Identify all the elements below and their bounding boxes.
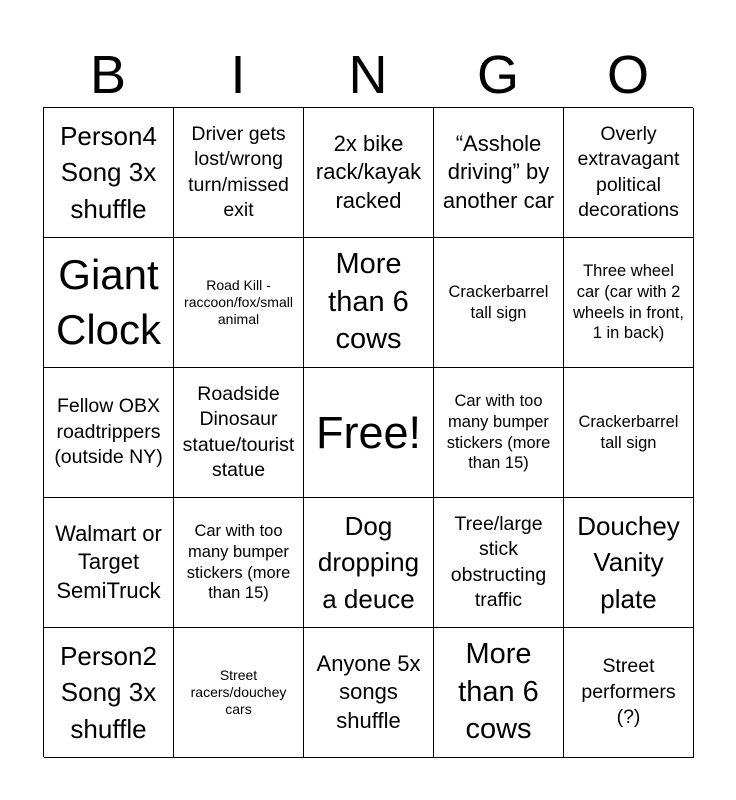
cell-label: Road Kill - raccoon/fox/small animal (184, 277, 293, 327)
cell-label: Fellow OBX roadtrippers (outside NY) (54, 395, 163, 469)
cell-label: 2x bike rack/kayak racked (315, 130, 422, 213)
bingo-cell-r3-c5[interactable] (564, 368, 694, 498)
bingo-cell-r4-c5[interactable] (564, 498, 694, 628)
cell-label: Crackerbarrel tall sign (448, 282, 549, 322)
cell-label: Walmart or Target SemiTruck (55, 520, 162, 603)
cell-label: Overly extravagant political decorations (577, 122, 680, 221)
cell-label: Person4 Song 3x shuffle (60, 120, 157, 224)
bingo-cell-r1-c5[interactable] (564, 108, 694, 238)
cell-label: Car with too many bumper stickers (more than 15) (186, 522, 291, 603)
cell-label: Anyone 5x songs shuffle (316, 650, 421, 733)
cell-label: Person2 Song 3x shuffle (60, 640, 157, 744)
cell-label: “Asshole driving” by another car (442, 130, 555, 213)
bingo-cell-free[interactable] (304, 368, 434, 498)
bingo-cell-r2-c4[interactable] (434, 238, 564, 368)
bingo-cell-r1-c3[interactable] (304, 108, 434, 238)
bingo-cell-r5-c1[interactable] (44, 628, 174, 758)
bingo-cell-r2-c5[interactable] (564, 238, 694, 368)
cell-label: Street performers (?) (581, 655, 676, 729)
header-letter-b: B (89, 45, 127, 105)
cell-label: Giant Clock (55, 250, 162, 353)
cell-label: Dog dropping a deuce (317, 510, 420, 614)
bingo-cell-r1-c2[interactable] (174, 108, 304, 238)
cell-label: Street racers/douchey cars (190, 667, 287, 717)
bingo-cell-r4-c4[interactable] (434, 498, 564, 628)
header-letter-n: N (348, 45, 388, 105)
bingo-cell-r4-c2[interactable] (174, 498, 304, 628)
cell-label: More than 6 cows (458, 637, 539, 746)
bingo-cell-r5-c2[interactable] (174, 628, 304, 758)
cell-label: More than 6 cows (328, 247, 409, 356)
bingo-cell-r2-c3[interactable] (304, 238, 434, 368)
header-letter-i: I (230, 45, 246, 105)
cell-label: Roadside Dinosaur statue/tourist statue (182, 382, 295, 481)
cell-label: Crackerbarrel tall sign (578, 412, 679, 452)
cell-label: Car with too many bumper stickers (more than 15) (446, 392, 551, 473)
bingo-cell-r5-c4[interactable] (434, 628, 564, 758)
bingo-cell-r5-c3[interactable] (304, 628, 434, 758)
bingo-header (43, 44, 693, 106)
bingo-cell-r3-c2[interactable] (174, 368, 304, 498)
bingo-cell-r4-c1[interactable] (44, 498, 174, 628)
bingo-cell-r5-c5[interactable] (564, 628, 694, 758)
bingo-cell-r3-c1[interactable] (44, 368, 174, 498)
bingo-board (43, 107, 693, 757)
bingo-cell-r1-c1[interactable] (44, 108, 174, 238)
bingo-cell-r4-c3[interactable] (304, 498, 434, 628)
bingo-cell-r2-c1[interactable] (44, 238, 174, 368)
bingo-cell-r1-c4[interactable] (434, 108, 564, 238)
header-letter-g: G (476, 45, 519, 105)
header-letter-o: O (606, 45, 649, 105)
cell-label: Tree/large stick obstructing traffic (450, 512, 547, 611)
free-space-label: Free! (315, 406, 422, 458)
bingo-cell-r3-c4[interactable] (434, 368, 564, 498)
bingo-cell-r2-c2[interactable] (174, 238, 304, 368)
cell-label: Driver gets lost/wrong turn/missed exit (188, 122, 289, 221)
cell-label: Douchey Vanity plate (577, 510, 680, 614)
cell-label: Three wheel car (car with 2 wheels in front, 1 in back) (573, 262, 684, 343)
